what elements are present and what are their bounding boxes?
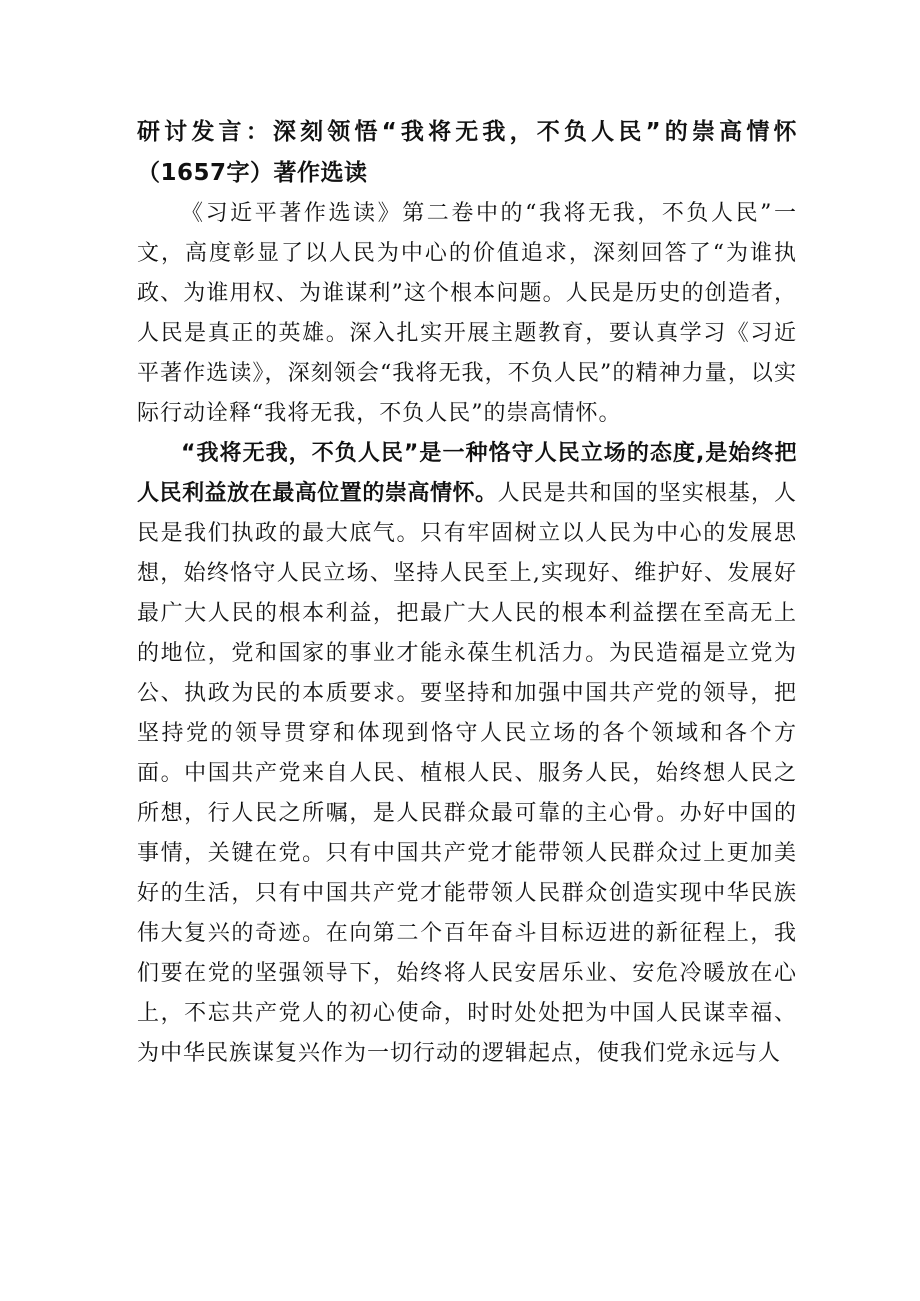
document-page [137, 112, 797, 1074]
paragraph-intro: 《习近平著作选读》第二卷中的“我将无我，不负人民”一文，高度彰显了以人民为中心的价值追求，深刻回答了“为谁执政、为谁用权、为谁谋利”这个根本问题。人民是历史的创造者，人民是真正的英雄。深入扎实开展主题教育，要认真学习《习近平著作选读》，深刻领会“我将无我，不负人民”的精神力量，以实际行动诠释“我将无我，不负人民”的崇高情怀。 [137, 201, 797, 426]
paragraph-body-text: 人民是共和国的坚实根基，人民是我们执政的最大底气。只有牢固树立以人民为中心的发展思想，始终恪守人民立场、坚持人民至上,实现好、维护好、发展好最广大人民的根本利益，把最广大人民的根本利益摆在至高无上的地位，党和国家的事业才能永葆生机活力。为民造福是立党为公、执政为民的本质要求。要坚持和加强中国共产党的领导，把坚持党的领导贯穿和体现到恪守人民立场的各个领域和各个方面。中国共产党来自人民、植根人民、服务人民，始终想人民之所想，行人民之所嘱，是人民群众最可靠的主心骨。办好中国的事情，关键在党。只有中国共产党才能带领人民群众过上更加美好的生活，只有中国共产党才能带领人民群众创造实现中华民族伟大复兴的奇迹。在向第二个百年奋斗目标迈进的新征程上，我们要在党的坚强领导下，始终将人民安居乐业、安危冷暖放在心上，不忘共产党人的初心使命，时时处处把为中国人民谋幸福、为中华民族谋复兴作为一切行动的逻辑起点，使我们党永远与人 [137, 481, 797, 1066]
paragraph-lead-sentence: “我将无我，不负人民”是一种恪守人民立场的态度,是始终把人民利益放在最高位置的崇高情怀。 [137, 441, 797, 506]
document-title: 研讨发言：深刻领悟“我将无我，不负人民”的崇高情怀（1657字）著作选读 [137, 119, 797, 186]
paragraph-body [137, 434, 797, 1074]
